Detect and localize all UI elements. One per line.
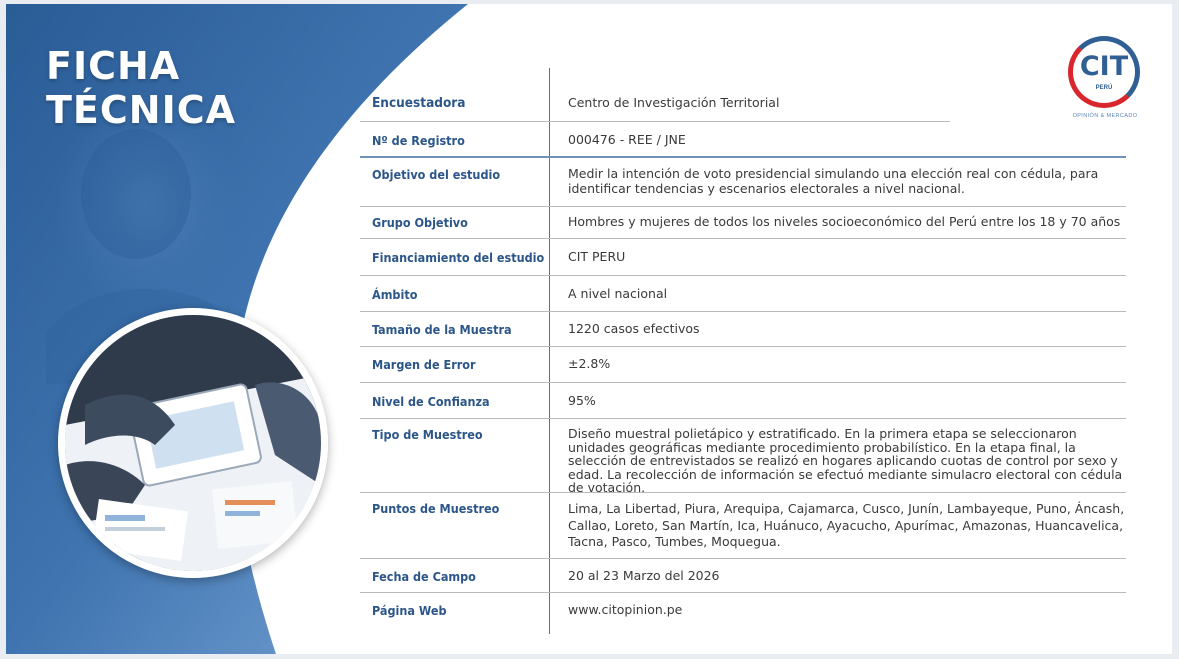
row-label: Ámbito (372, 287, 418, 302)
table-row (360, 312, 1126, 347)
row-label: Tamaño de la Muestra (372, 322, 512, 337)
table-row (360, 276, 1126, 312)
table-row (360, 559, 1126, 593)
row-value: CIT PERU (568, 249, 626, 264)
website-link[interactable]: www.citopinion.pe (568, 602, 683, 617)
logo-subtext: PERÚ (1095, 85, 1113, 91)
row-label: Grupo Objetivo (372, 215, 468, 230)
row-value: Centro de Investigación Territorial (568, 95, 780, 110)
technical-sheet-table (360, 68, 1126, 627)
row-value: Medir la intención de voto presidencial simulando una elección real con cédula, para identificar tendencias y escenarios electorales a nivel nacional. (568, 166, 1099, 196)
row-label: Objetivo del estudio (372, 167, 501, 182)
table-row (360, 207, 1126, 239)
table-row (360, 239, 1126, 276)
meeting-photo (58, 308, 328, 578)
row-value: Hombres y mujeres de todos los niveles socioeconómico del Perú entre los 18 y 70 años (568, 214, 1121, 229)
slide (6, 4, 1172, 654)
table-row (360, 158, 1126, 207)
row-label: Página Web (372, 603, 447, 618)
table-row (360, 347, 1126, 383)
row-label: Margen de Error (372, 357, 476, 372)
table-row (360, 68, 950, 122)
title-line-2: TÉCNICA (46, 88, 237, 132)
table-row (360, 593, 1126, 627)
logo-tagline: OPINIÓN & MERCADO (1072, 113, 1138, 119)
row-label: Nivel de Confianza (372, 394, 490, 409)
table-row (360, 493, 1126, 559)
row-value: Lima, La Libertad, Piura, Arequipa, Cajamarca, Cusco, Junín, Lambayeque, Puno, Áncash, Callao, Loreto, San Martín, Ica, Huánuco, Ayacucho, Apurímac, Amazonas, Huancavelica, Tacna, Pasco, Tumbes, Moquegua. (568, 501, 1125, 549)
row-label: Tipo de Muestreo (372, 427, 483, 442)
table-row (360, 419, 1126, 493)
row-value: 1220 casos efectivos (568, 321, 700, 336)
table-row (360, 383, 1126, 419)
row-value: 000476 - REE / JNE (568, 132, 686, 147)
row-value: ±2.8% (568, 356, 611, 371)
row-label: Puntos de Muestreo (372, 501, 500, 516)
title-line-1: FICHA (46, 44, 181, 88)
logo-text: CIT (1079, 51, 1129, 82)
row-value: 20 al 23 Marzo del 2026 (568, 568, 720, 583)
row-value: Diseño muestral polietápico y estratificado. En la primera etapa se seleccionaron unidades geográficas mediante procedimiento probabilístico. En la etapa final, la selección de entrevistados se realizó en hogares aplicando cuotas de control por sexo y edad. La recolección de información se efectuó mediante simulacro electoral con cédula de votación. (568, 426, 1123, 495)
row-value: A nivel nacional (568, 286, 668, 301)
row-label: Fecha de Campo (372, 569, 476, 584)
table-row (360, 122, 1126, 158)
row-label: Nº de Registro (372, 133, 465, 148)
row-value: 95% (568, 393, 596, 408)
row-label: Encuestadora (372, 95, 466, 111)
row-label: Financiamiento del estudio (372, 250, 545, 265)
